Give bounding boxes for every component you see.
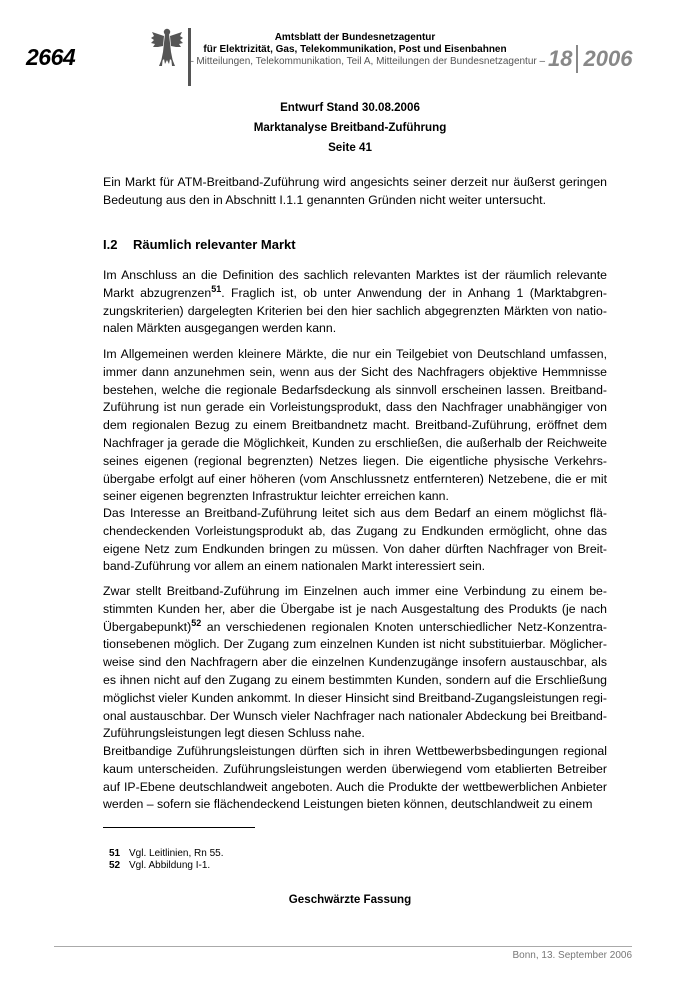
footnote-ref-52: 52 (191, 617, 202, 628)
footnote-text: Vgl. Abbildung I-1. (129, 860, 211, 871)
section-number: I.2 (103, 237, 118, 252)
footnote-51 (109, 848, 224, 859)
header-title-block (188, 32, 546, 68)
paragraph-4-text-b: an verschiedenen regionalen Knoten unterschiedlicher Netz-Konzentrationsebenen möglich. Der Zugang zum einzelnen Kunden ist nicht substituierbar. Möglicherweise sind den Nachfragern aber die einzelnen Kundenzugänge insofern austauschbar, als es ihnen nicht auf den Zugang zu einem bestimmten Kunden, sondern auf die Erschließung möglichst vieler Kunden ankommt. In dieser Hinsicht sind Breitband-Zugangsleistungen regional austauschbar. Der Wunsch vieler Nachfrager nach nationaler Abdeckung bei Breitband-Zuführungsleistungen legt diesen Schluss nahe. (103, 619, 607, 741)
paragraph-1-text-a: Im Anschluss an die Definition des sachlich relevanten Marktes ist der räumlich relevante Markt abzugrenzen (103, 268, 607, 300)
section-title: Räumlich relevanter Markt (133, 237, 296, 252)
document-page: Seite 41 (328, 141, 372, 154)
footnote-separator (103, 827, 255, 828)
footer-date: Bonn, 13. September 2006 (512, 950, 632, 961)
footnote-text: Vgl. Leitlinien, Rn 55. (129, 848, 224, 859)
document-title: Marktanalyse Breitband-Zuführung (253, 121, 447, 134)
header-title-line1: Amtsblatt der Bundesnetzagentur (274, 32, 436, 43)
issue-year: 2006 (583, 46, 633, 71)
footnote-number: 52 (109, 860, 121, 871)
footnote-52 (109, 860, 210, 871)
paragraph-4-text-a: Zwar stellt Breitband-Zuführung im Einzelnen auch immer eine Verbindung zu einem bestimmten Kunden her, aber die Übergabe ist je nach Ausgestaltung des Produkts (je nach Übergabepunkt) (103, 584, 607, 634)
draft-status: Entwurf Stand 30.08.2006 (280, 101, 420, 114)
footer-divider (54, 946, 632, 947)
footnote-number: 51 (109, 848, 121, 859)
page-number: 2664 (26, 44, 76, 70)
federal-eagle-icon (150, 26, 184, 70)
paragraph-2: Im Allgemeinen werden kleinere Märkte, die nur ein Teilgebiet von Deutschland umfassen, immer dann anzunehmen sein, wenn aus der Sicht des Nachfragers objektive Hemmnisse bestehen, welche die regionale Bedarfsdeckung als sinnvoll erscheinen lassen. Breitband-Zuführung ist nun gerade ein Vorleistungsprodukt, dass den Nachfrager unabhängiger von dem regionalen Bezug zu einem Breitbandnetz macht. Breitband-Zuführung, eröffnet dem Nachfrager ja gerade die Möglichkeit, Kunden zu erschließen, die außerhalb der Reichweite seines eigenen (regional begrenzten) Netzes liegen. Die eigentliche physische Verkehrsübergabe erfolgt auf einer höheren (vom Anschlussnetz entfernteren) Netzebene, die er mit seiner eigenen begrenzten Infrastruktur leichter erreichen kann. (103, 347, 607, 504)
footnote-ref-51: 51 (211, 283, 222, 294)
paragraph-0: Ein Markt für ATM-Breitband-Zuführung wird angesichts seiner derzeit nur äußerst geringen Bedeutung aus den in Abschnitt I.1.1 genannten Gründen nicht weiter untersucht. (103, 175, 607, 207)
paragraph-3: Das Interesse an Breitband-Zuführung leitet sich aus dem Bedarf an einem möglichst flächendeckenden Vorleistungsprodukt ab, das Zugang zu Endkunden ermöglicht, ohne das eigene Netz zum Endkunden bringen zu müssen. Von daher dürften Nachfrager von Breitband-Zuführung vor allem an einem nationalen Markt interessiert sein. (103, 506, 607, 574)
header-title-line2: für Elektrizität, Gas, Telekommunikation, Post und Eisenbahnen (203, 44, 507, 55)
issue-number: 18 (548, 46, 573, 71)
paragraph-5: Breitbandige Zuführungsleistungen dürften sich in ihren Wettbewerbsbedingungen regional kaum unterscheiden. Zuführungsleistungen werden überwiegend vom etablierten Betreiber auf IP-Ebene deutschlandweit angeboten. Auch die Produkte der wettbewerblichen Anbieter werden – sofern sie flächendeckend Leistungen bieten können, deutschlandweit zu einem (103, 744, 607, 812)
issue-info (548, 44, 632, 74)
paragraph-1-text-b: . Fraglich ist, ob unter Anwendung der in Anhang 1 (Marktabgrenzungskriterien) dargelegten Kriterien bei den hier sachlich abgegrenzten Märkten von nationalen Märkten ausgegangen werden kann. (103, 285, 608, 336)
paragraph-4 (103, 583, 607, 743)
issue-divider (576, 45, 578, 73)
header-subtitle: – Mitteilungen, Telekommunikation, Teil A, Mitteilungen der Bundesnetzagentur – (188, 56, 546, 67)
section-heading (103, 237, 296, 252)
paragraph-1 (103, 267, 607, 338)
redacted-version-label: Geschwärzte Fassung (288, 893, 412, 906)
